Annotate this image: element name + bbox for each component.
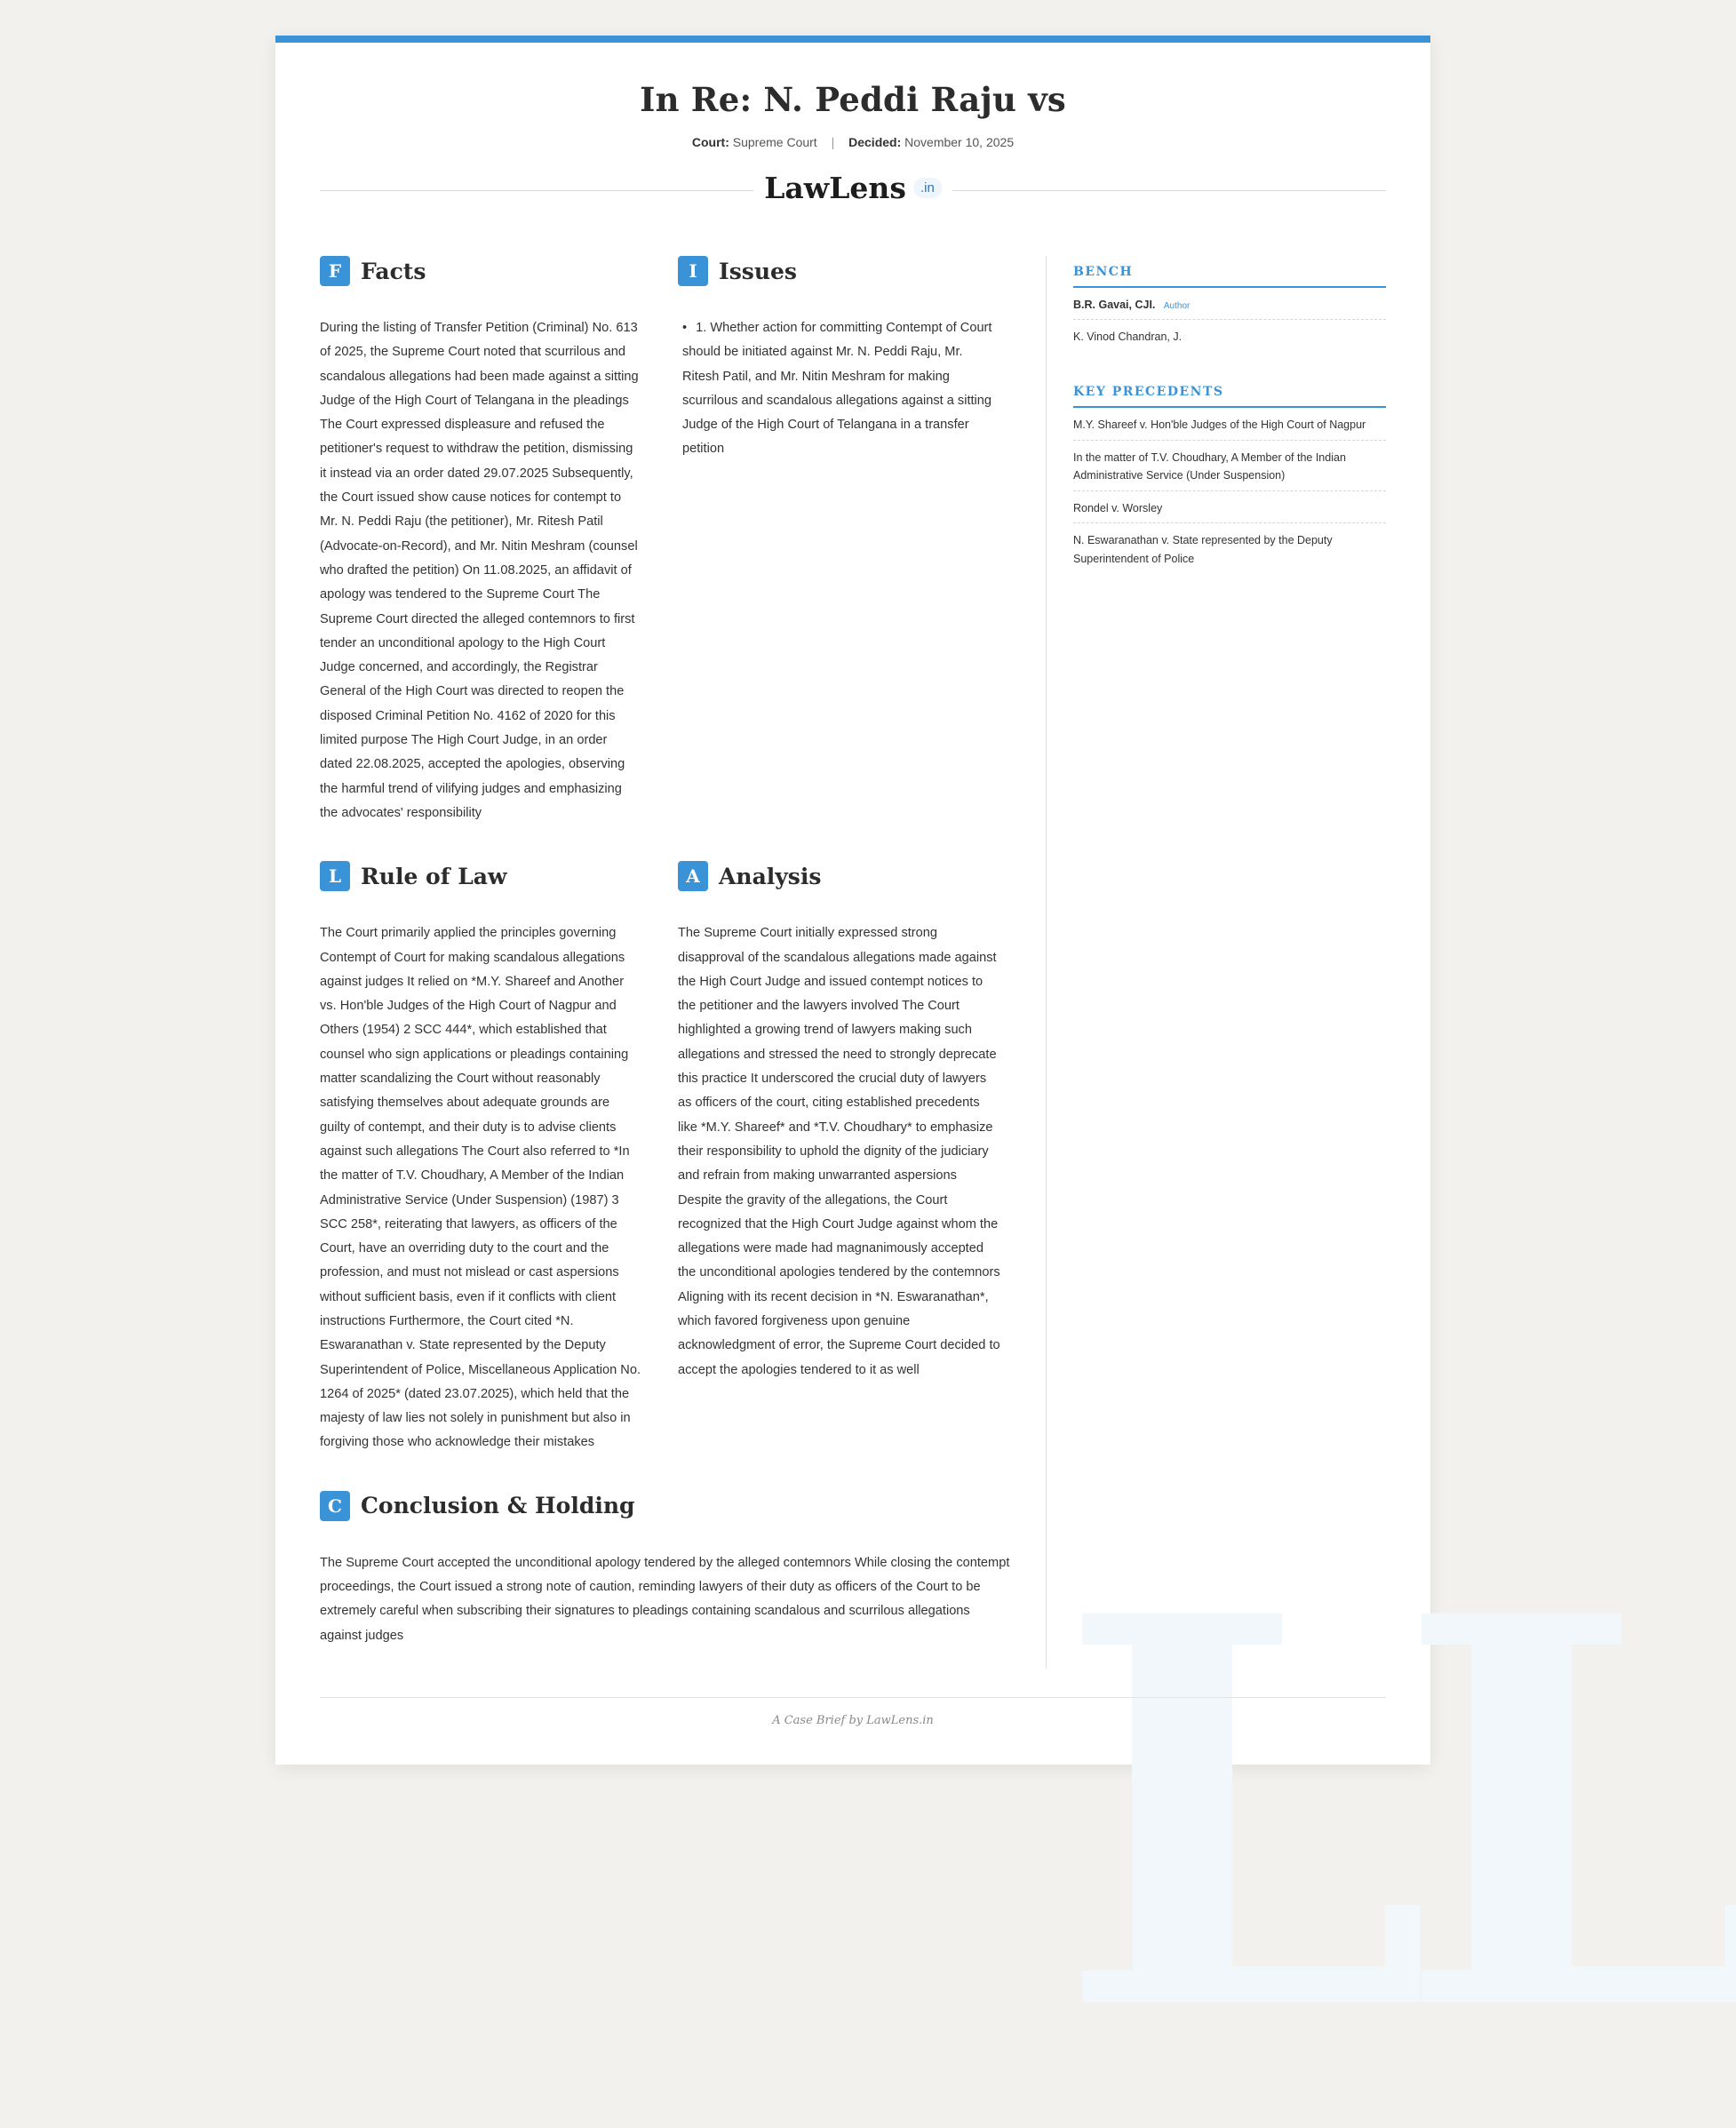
brand-tld-badge: .in — [913, 178, 942, 198]
facts-section — [320, 256, 642, 825]
conclusion-body: The Supreme Court accepted the unconditional apology tendered by the alleged contemnors While closing the contempt proceedings, the Court issued a strong note of caution, reminding lawyers of their duty as officers of the Court to be extremely careful when subscribing their signatures to pleadings containing scandalous and scurrilous allegations against judges — [320, 1555, 1010, 1643]
court-label: Court: — [691, 135, 729, 149]
bullet-icon: • — [682, 321, 688, 335]
sections-grid — [320, 256, 1012, 1455]
issues-title: Issues — [719, 258, 798, 284]
page-header — [275, 43, 1430, 149]
brand-name: LawLens — [764, 171, 906, 205]
sidebar — [1047, 256, 1386, 1669]
bench-member — [1073, 320, 1386, 351]
case-brief-page — [275, 36, 1736, 2128]
bench-heading: BENCH — [1073, 256, 1386, 288]
brief-main-column — [320, 256, 1047, 1669]
rule-of-law-body: The Court primarily applied the principles governing Contempt of Court for making scandalous allegations against judges It relied on *M.Y. Shareef and Another vs. Hon'ble Judges of the High Court of Nagpur and Others (1954) 2 SCC 444*, which established that counsel who sign applications or pleadings containing matter scandalizing the Court without reasonably satisfying themselves about adequate grounds are guilty of contempt, and their duty is to advise clients against such allegations The Court also referred to *In the matter of T.V. Choudhary, A Member of the Indian Administrative Service (Under Suspension) (1987) 3 SCC 258*, reiterating that lawyers, as officers of the Court, have an overriding duty to the court and the profession, and must not mislead or cast aspersions without sufficient basis, even if it conflicts with client instructions Furthermore, the Court cited *N. Eswaranathan v. State represented by the Deputy Superintendent of Police, Miscellaneous Application No. 1264 of 2025* (dated 23.07.2025), which held that the majesty of law lies not solely in punishment but also in forgiving those who acknowledge their mistakes — [320, 926, 641, 1450]
conclusion-title: Conclusion & Holding — [361, 1493, 635, 1519]
issue-item — [682, 316, 1000, 462]
analysis-header — [678, 861, 1000, 891]
issues-header — [678, 256, 1000, 286]
content-area — [320, 256, 1386, 1669]
analysis-section — [678, 861, 1000, 1455]
brand-watermark: LL — [1057, 1502, 1736, 2128]
issues-badge: I — [678, 256, 708, 286]
facts-badge: F — [320, 256, 350, 286]
facts-title: Facts — [361, 258, 426, 284]
facts-header — [320, 256, 642, 286]
precedent-item[interactable]: Rondel v. Worsley — [1073, 491, 1386, 524]
rule-of-law-badge: L — [320, 861, 350, 891]
precedent-item[interactable]: In the matter of T.V. Choudhary, A Member of the Indian Administrative Service (Under Suspension) — [1073, 441, 1386, 491]
author-tag: Author — [1163, 301, 1191, 311]
meta-separator: | — [831, 135, 835, 149]
issues-list — [678, 316, 1000, 462]
page-title: In Re: N. Peddi Raju vs — [640, 80, 1066, 119]
conclusion-header — [320, 1491, 1013, 1521]
analysis-title: Analysis — [719, 863, 822, 889]
page-footer — [320, 1697, 1386, 1727]
conclusion-badge: C — [320, 1491, 350, 1521]
facts-body: During the listing of Transfer Petition (Criminal) No. 613 of 2025, the Supreme Court noted that scurrilous and scandalous allegations had been made against a sitting Judge of the High Court of Telangana in the pleadings The Court expressed displeasure and refused the petitioner's request to withdraw the petition, dismissing it instead via an order dated 29.07.2025 Subsequently, the Court issued show cause notices for contempt to Mr. N. Peddi Raju (the petitioner), Mr. Ritesh Patil (Advocate-on-Record), and Mr. Nitin Meshram (counsel who drafted the petition) On 11.08.2025, an affidavit of apology was tendered to the Supreme Court The Supreme Court directed the alleged contemnors to first tender an unconditional apology to the High Court Judge concerned, and accordingly, the Registrar General of the High Court was directed to reopen the disposed Criminal Petition No. 4162 of 2020 for this limited purpose The High Court Judge, in an order dated 22.08.2025, accepted the apologies, observing the harmful trend of vilifying judges and emphasizing the advocates' responsibility — [320, 321, 639, 820]
analysis-badge: A — [678, 861, 708, 891]
court-value: Supreme Court — [732, 135, 817, 149]
precedent-item[interactable]: M.Y. Shareef v. Hon'ble Judges of the High Court of Nagpur — [1073, 408, 1386, 441]
decided-value: November 10, 2025 — [904, 135, 1015, 149]
precedent-item[interactable]: N. Eswaranathan v. State represented by the Deputy Superintendent of Police — [1073, 534, 1333, 565]
issue-text: 1. Whether action for committing Contempt of Court should be initiated against Mr. N. Peddi Raju, Mr. Ritesh Patil, and Mr. Nitin Meshram for making scurrilous and scandalous allegations against a sitting Judge of the High Court of Telangana in a transfer petition — [682, 321, 992, 457]
bench-member-name: B.R. Gavai, CJI. — [1073, 299, 1156, 311]
bench-member-name: K. Vinod Chandran, J. — [1073, 331, 1183, 343]
rule-of-law-title: Rule of Law — [361, 863, 507, 889]
conclusion-section — [320, 1491, 1013, 1648]
brand-row — [320, 171, 1386, 206]
rule-of-law-section — [320, 861, 642, 1455]
issues-section — [678, 256, 1000, 825]
footer-credit: A Case Brief by LawLens.in — [772, 1714, 934, 1727]
bench-member — [1073, 288, 1386, 320]
analysis-body: The Supreme Court initially expressed strong disapproval of the scandalous allegations made against the High Court Judge and issued contempt notices to the petitioner and the lawyers involved The Court highlighted a growing trend of lawyers making such allegations and stressed the need to strongly deprecate this practice It underscored the crucial duty of lawyers as officers of the court, citing established precedents like *M.Y. Shareef* and *T.V. Choudhary* to emphasize their responsibility to uphold the dignity of the judiciary and refrain from making unwarranted aspersions Despite the gravity of the allegations, the Court recognized that the High Court Judge against whom the allegations were made had magnanimously accepted the unconditional apologies tendered by the contemnors Aligning with its recent decision in *N. Eswaranathan*, which favored forgiveness upon genuine acknowledgment of error, the Supreme Court decided to accept the apologies tendered to it as well — [678, 926, 1000, 1377]
case-meta — [275, 135, 1430, 149]
rule-of-law-header — [320, 861, 642, 891]
brand-logo[interactable] — [753, 171, 952, 205]
decided-label: Decided: — [848, 135, 902, 149]
precedents-heading: KEY PRECEDENTS — [1073, 376, 1386, 408]
